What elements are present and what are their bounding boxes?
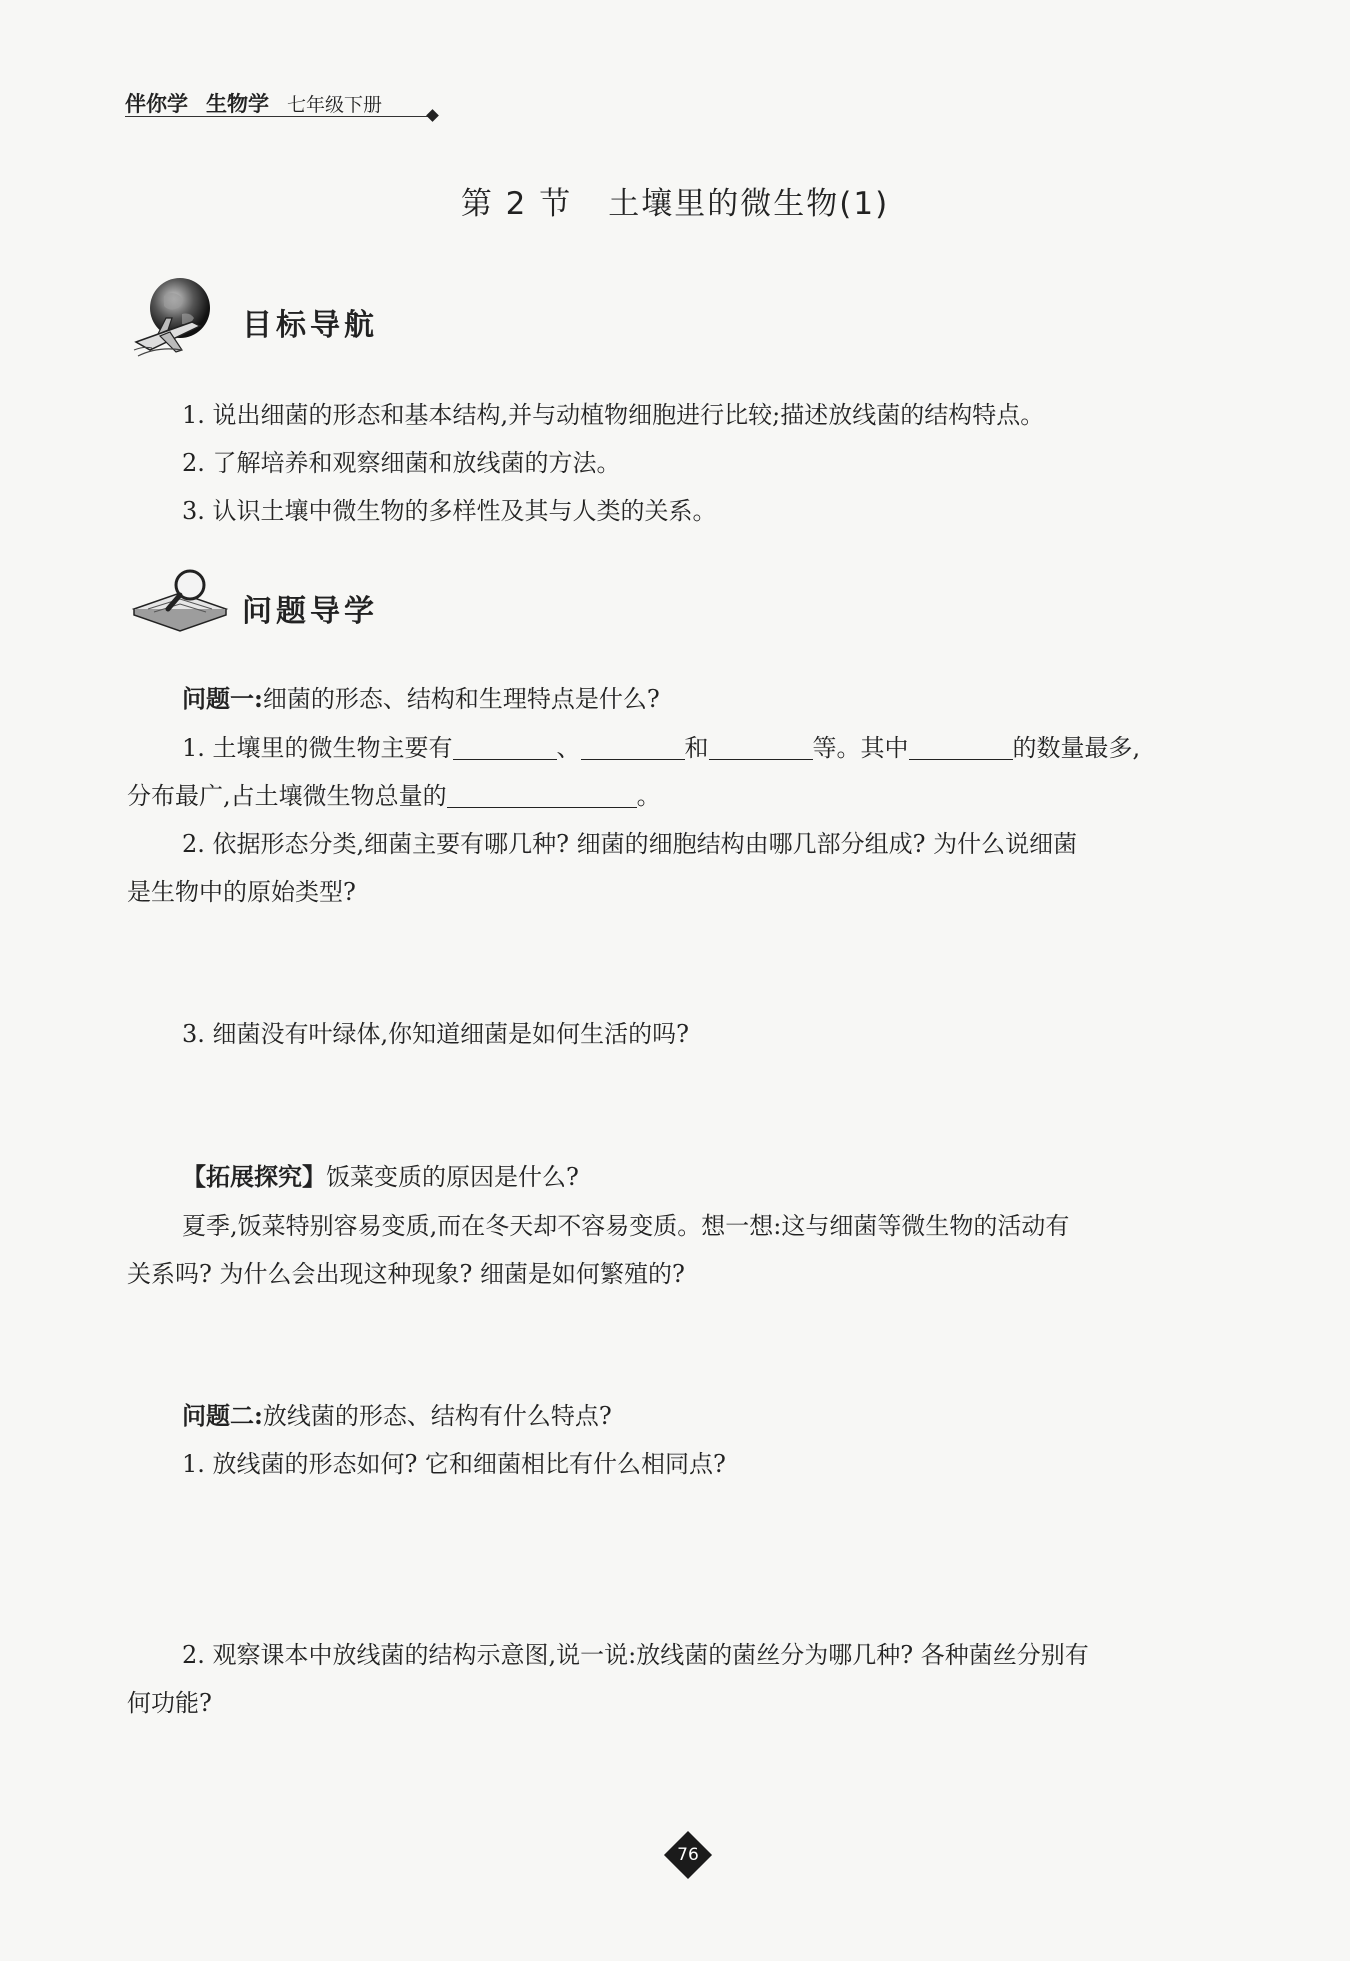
q1-item1-text-c: 和 — [684, 734, 709, 762]
q2-item2-line2: 何功能? — [127, 1689, 212, 1717]
running-header — [125, 88, 382, 118]
question-1 — [182, 684, 660, 714]
q1-item1-text-a: 1. 土壤里的微生物主要有 — [182, 734, 453, 762]
goals-heading: 目标导航 — [242, 308, 378, 343]
fill-blank-2[interactable] — [581, 733, 685, 760]
study-heading: 问题导学 — [242, 594, 378, 629]
q1-item1-text-e: 的数量最多, — [1012, 734, 1141, 762]
question-2-label: 问题二: — [182, 1401, 263, 1430]
header-diamond-icon — [426, 109, 439, 122]
goal-item-1: 1. 说出细菌的形态和基本结构,并与动植物细胞进行比较;描述放线菌的结构特点。 — [182, 401, 1045, 429]
goal-item-3: 3. 认识土壤中微生物的多样性及其与人类的关系。 — [182, 497, 717, 525]
page-number-text: 76 — [677, 1845, 699, 1865]
explore-label: 【拓展探究】 — [182, 1162, 326, 1191]
question-2 — [182, 1401, 612, 1431]
q1-item1-text-f: 分布最广,占土壤微生物总量的 — [127, 782, 447, 810]
page-number — [665, 1832, 711, 1878]
explore-text: 饭菜变质的原因是什么? — [326, 1163, 579, 1191]
fill-blank-5[interactable] — [447, 781, 637, 808]
explore-heading — [182, 1162, 579, 1192]
q1-item1-line1 — [182, 733, 1140, 763]
fill-blank-4[interactable] — [909, 733, 1013, 760]
explore-line1: 夏季,饭菜特别容易变质,而在冬天却不容易变质。想一想:这与细菌等微生物的活动有 — [182, 1212, 1070, 1240]
question-2-text: 放线菌的形态、结构有什么特点? — [262, 1402, 612, 1430]
fill-blank-3[interactable] — [709, 733, 813, 760]
title-name: 土壤里的微生物(1) — [608, 186, 890, 222]
header-subject: 生物学 — [206, 92, 269, 116]
q1-item2-line1: 2. 依据形态分类,细菌主要有哪几种? 细菌的细胞结构由哪几部分组成? 为什么说细菌 — [182, 830, 1078, 858]
q1-item1-text-g: 。 — [636, 782, 661, 810]
header-rule — [125, 116, 430, 117]
header-grade: 七年级下册 — [287, 94, 383, 116]
title-section: 第 2 节 — [460, 186, 573, 222]
page-title — [0, 178, 1350, 223]
q1-item2-line2: 是生物中的原始类型? — [127, 878, 356, 906]
q1-item3: 3. 细菌没有叶绿体,你知道细菌是如何生活的吗? — [182, 1020, 690, 1048]
header-series: 伴你学 — [125, 92, 188, 116]
q2-item1: 1. 放线菌的形态如何? 它和细菌相比有什么相同点? — [182, 1450, 726, 1478]
q2-item2-line1: 2. 观察课本中放线菌的结构示意图,说一说:放线菌的菌丝分为哪几种? 各种菌丝分别有 — [182, 1641, 1089, 1669]
globe-airplane-icon — [130, 272, 222, 364]
fill-blank-1[interactable] — [453, 733, 557, 760]
magnifier-book-icon — [130, 565, 230, 657]
q1-item1-text-b: 、 — [556, 734, 581, 762]
goal-item-2: 2. 了解培养和观察细菌和放线菌的方法。 — [182, 449, 621, 477]
explore-line2: 关系吗? 为什么会出现这种现象? 细菌是如何繁殖的? — [127, 1260, 685, 1288]
q1-item1-text-d: 等。其中 — [812, 734, 909, 762]
q1-item1-line2 — [127, 781, 661, 811]
question-1-label: 问题一: — [182, 684, 263, 713]
question-1-text: 细菌的形态、结构和生理特点是什么? — [262, 685, 660, 713]
